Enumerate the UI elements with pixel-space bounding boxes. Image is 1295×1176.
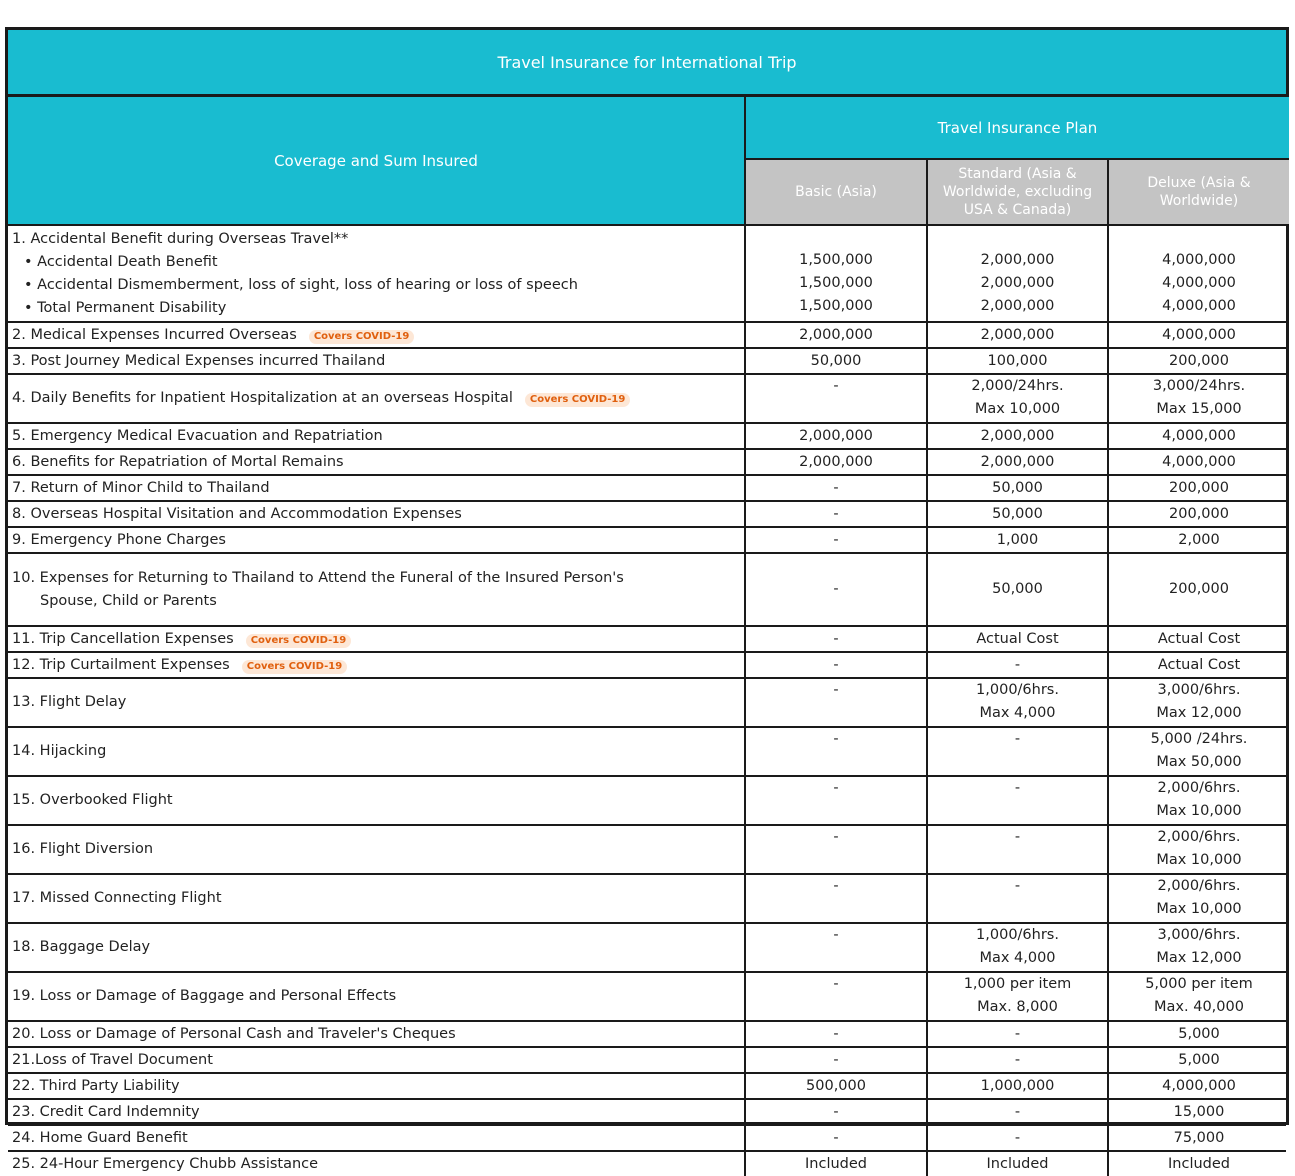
- value-line: 500,000: [806, 1077, 866, 1094]
- covid-badge: Covers COVID-19: [242, 660, 347, 674]
- table-row: [8, 554, 1286, 627]
- table-row: [8, 924, 1286, 973]
- coverage-cell: [8, 323, 746, 347]
- value-line: -: [833, 780, 839, 796]
- value-line: Max 12,000: [1156, 950, 1242, 966]
- coverage-cell: [8, 528, 746, 552]
- value-line: 5,000 /24hrs.: [1150, 731, 1248, 747]
- value-line: 75,000: [1173, 1129, 1225, 1146]
- deluxe-value: [1109, 424, 1289, 448]
- coverage-label: 9. Emergency Phone Charges: [12, 531, 226, 548]
- standard-value: [928, 679, 1109, 726]
- standard-value: [928, 973, 1109, 1020]
- coverage-cell: [8, 653, 746, 677]
- basic-value: [746, 349, 928, 373]
- deluxe-value: [1109, 875, 1289, 922]
- value-line: 2,000/6hrs.: [1157, 829, 1241, 845]
- value-line: Max 10,000: [1156, 901, 1242, 917]
- coverage-label: 7. Return of Minor Child to Thailand: [12, 479, 270, 496]
- coverage-label: 23. Credit Card Indemnity: [12, 1103, 200, 1120]
- value-line: -: [833, 829, 839, 845]
- deluxe-value: [1109, 973, 1289, 1020]
- value-line: 3,000/24hrs.: [1152, 378, 1246, 394]
- standard-value: [928, 1022, 1109, 1046]
- value-line: 2,000,000: [799, 453, 873, 470]
- deluxe-value: [1109, 826, 1289, 873]
- coverage-cell: [8, 679, 746, 726]
- deluxe-value: [1109, 528, 1289, 552]
- table-title: Travel Insurance for International Trip: [8, 30, 1286, 97]
- value-line: 4,000,000: [1162, 275, 1236, 291]
- standard-value: [928, 450, 1109, 474]
- value-line: 50,000: [992, 581, 1043, 597]
- standard-value: [928, 554, 1109, 625]
- value-line: 1,000 per item: [963, 976, 1072, 992]
- value-line: -: [1014, 1051, 1021, 1068]
- deluxe-value: [1109, 728, 1289, 775]
- standard-value: [928, 826, 1109, 873]
- coverage-cell: [8, 875, 746, 922]
- value-line: 2,000,000: [980, 252, 1055, 268]
- table-row: [8, 226, 1286, 323]
- table-row: [8, 476, 1286, 502]
- value-line: 2,000/6hrs.: [1157, 780, 1241, 796]
- standard-value: [928, 1152, 1109, 1176]
- coverage-cell: [8, 924, 746, 971]
- deluxe-value: [1109, 653, 1289, 677]
- basic-value: [746, 627, 928, 651]
- table-row: [8, 973, 1286, 1022]
- column-deluxe: Deluxe (Asia & Worldwide): [1109, 160, 1289, 224]
- value-line: -: [833, 581, 839, 597]
- coverage-header: Coverage and Sum Insured: [8, 97, 746, 224]
- value-line: 15,000: [1173, 1103, 1225, 1120]
- table-row: [8, 1152, 1286, 1176]
- standard-value: [928, 424, 1109, 448]
- value-line: -: [833, 1129, 839, 1146]
- value-line: 4,000,000: [1162, 427, 1236, 444]
- basic-value: [746, 1048, 928, 1072]
- coverage-label: 4. Daily Benefits for Inpatient Hospitalization at an overseas Hospital: [12, 390, 513, 406]
- deluxe-value: [1109, 502, 1289, 526]
- table-row: [8, 323, 1286, 349]
- basic-value: [746, 226, 928, 321]
- coverage-label: 22. Third Party Liability: [12, 1077, 180, 1094]
- value-line: 1,000: [996, 531, 1039, 548]
- standard-value: [928, 627, 1109, 651]
- value-line: Max. 40,000: [1154, 999, 1244, 1015]
- value-line: 2,000,000: [980, 453, 1055, 470]
- value-line: -: [833, 505, 839, 522]
- table-row: [8, 424, 1286, 450]
- deluxe-value: [1109, 679, 1289, 726]
- value-line: Max 4,000: [979, 950, 1056, 966]
- value-line: 100,000: [987, 352, 1048, 369]
- deluxe-value: [1109, 554, 1289, 625]
- standard-value: [928, 349, 1109, 373]
- table-row: [8, 1100, 1286, 1126]
- coverage-cell: [8, 375, 746, 422]
- value-line: -: [1014, 1025, 1021, 1042]
- coverage-sub-label: • Accidental Death Benefit: [24, 253, 218, 270]
- coverage-label: 25. 24-Hour Emergency Chubb Assistance: [12, 1155, 319, 1172]
- value-line: 4,000,000: [1162, 326, 1236, 343]
- standard-value: [928, 1074, 1109, 1098]
- deluxe-value: [1109, 1100, 1289, 1124]
- table-row: [8, 502, 1286, 528]
- deluxe-value: [1109, 375, 1289, 422]
- table-row: [8, 528, 1286, 554]
- coverage-cell: [8, 1152, 746, 1176]
- value-line: 1,500,000: [799, 298, 873, 314]
- coverage-label: 14. Hijacking: [12, 743, 107, 759]
- standard-value: [928, 528, 1109, 552]
- deluxe-value: [1109, 226, 1289, 321]
- value-line: 50,000: [992, 505, 1043, 522]
- coverage-label: 20. Loss or Damage of Personal Cash and Traveler's Cheques: [12, 1025, 456, 1042]
- table-row: [8, 653, 1286, 679]
- coverage-label: 8. Overseas Hospital Visitation and Accommodation Expenses: [12, 505, 462, 522]
- value-line: -: [833, 976, 839, 992]
- deluxe-value: [1109, 1022, 1289, 1046]
- coverage-label: 15. Overbooked Flight: [12, 792, 173, 808]
- covid-badge: Covers COVID-19: [309, 330, 414, 344]
- value-line: Max 50,000: [1156, 754, 1242, 770]
- value-line: -: [833, 378, 839, 394]
- value-line: 50,000: [810, 352, 862, 369]
- basic-value: [746, 1126, 928, 1150]
- value-line: 4,000,000: [1162, 252, 1236, 268]
- value-line: -: [833, 731, 839, 747]
- standard-value: [928, 875, 1109, 922]
- value-line: 1,500,000: [799, 275, 873, 291]
- deluxe-value: [1109, 1048, 1289, 1072]
- covid-badge: Covers COVID-19: [246, 634, 351, 648]
- value-line: -: [833, 878, 839, 894]
- basic-value: [746, 653, 928, 677]
- value-line: Actual Cost: [976, 630, 1059, 647]
- standard-value: [928, 1100, 1109, 1124]
- basic-value: [746, 528, 928, 552]
- value-line: 5,000: [1178, 1051, 1220, 1068]
- coverage-cell: [8, 826, 746, 873]
- value-line: Max 10,000: [1156, 852, 1242, 868]
- table-row: [8, 1074, 1286, 1100]
- standard-value: [928, 1126, 1109, 1150]
- value-line: 4,000,000: [1162, 1077, 1236, 1094]
- value-line: 2,000,000: [799, 427, 873, 444]
- coverage-label: 11. Trip Cancellation Expenses: [12, 630, 234, 647]
- basic-value: [746, 375, 928, 422]
- coverage-label: 5. Emergency Medical Evacuation and Repatriation: [12, 427, 383, 444]
- value-line: 200,000: [1169, 581, 1229, 597]
- coverage-label: 10. Expenses for Returning to Thailand to Attend the Funeral of the Insured Person's: [12, 569, 624, 586]
- basic-value: [746, 1074, 928, 1098]
- coverage-cell: [8, 226, 746, 321]
- table-row: [8, 349, 1286, 375]
- basic-value: [746, 973, 928, 1020]
- coverage-label: 19. Loss or Damage of Baggage and Personal Effects: [12, 988, 397, 1004]
- standard-value: [928, 502, 1109, 526]
- coverage-sub-label: • Accidental Dismemberment, loss of sight, loss of hearing or loss of speech: [24, 276, 578, 293]
- value-line: -: [833, 630, 839, 647]
- coverage-cell: [8, 450, 746, 474]
- standard-value: [928, 226, 1109, 321]
- value-line: -: [1014, 780, 1021, 796]
- column-basic: Basic (Asia): [746, 160, 928, 224]
- value-line: 4,000,000: [1162, 298, 1236, 314]
- value-line: Max 4,000: [979, 705, 1056, 721]
- value-line: 2,000: [1178, 531, 1220, 548]
- coverage-label: 18. Baggage Delay: [12, 939, 151, 955]
- value-line: 2,000,000: [980, 326, 1055, 343]
- table-row: [8, 777, 1286, 826]
- value-line: 1,000/6hrs.: [976, 927, 1059, 943]
- deluxe-value: [1109, 1074, 1289, 1098]
- coverage-cell: [8, 349, 746, 373]
- table-body: [8, 226, 1286, 1176]
- coverage-label: 2. Medical Expenses Incurred Overseas: [12, 326, 297, 343]
- standard-value: [928, 375, 1109, 422]
- deluxe-value: [1109, 627, 1289, 651]
- standard-value: [928, 476, 1109, 500]
- coverage-cell: [8, 728, 746, 775]
- value-line: Included: [986, 1155, 1049, 1172]
- basic-value: [746, 777, 928, 824]
- value-line: Max 15,000: [1156, 401, 1242, 417]
- value-line: 2,000,000: [980, 427, 1055, 444]
- value-line: Included: [805, 1155, 867, 1172]
- coverage-label: 12. Trip Curtailment Expenses: [12, 656, 230, 673]
- coverage-cell: [8, 554, 746, 625]
- coverage-cell: [8, 777, 746, 824]
- basic-value: [746, 450, 928, 474]
- coverage-label: 3. Post Journey Medical Expenses incurred Thailand: [12, 352, 386, 369]
- deluxe-value: [1109, 1126, 1289, 1150]
- value-line: -: [833, 479, 839, 496]
- value-line: Max 10,000: [1156, 803, 1242, 819]
- basic-value: [746, 826, 928, 873]
- deluxe-value: [1109, 450, 1289, 474]
- value-line: 3,000/6hrs.: [1157, 682, 1241, 698]
- basic-value: [746, 679, 928, 726]
- coverage-label: 6. Benefits for Repatriation of Mortal Remains: [12, 453, 344, 470]
- table-row: [8, 1048, 1286, 1074]
- table-header: [8, 97, 1286, 226]
- table-row: [8, 1126, 1286, 1152]
- value-line: -: [833, 656, 839, 673]
- basic-value: [746, 1152, 928, 1176]
- coverage-cell: [8, 1074, 746, 1098]
- value-line: Actual Cost: [1157, 630, 1241, 647]
- coverage-label: 24. Home Guard Benefit: [12, 1129, 188, 1146]
- deluxe-value: [1109, 476, 1289, 500]
- covid-badge: Covers COVID-19: [525, 393, 630, 407]
- plan-header: Travel Insurance Plan: [746, 97, 1289, 160]
- table-row: [8, 826, 1286, 875]
- coverage-cell: [8, 627, 746, 651]
- coverage-label-line2: Spouse, Child or Parents: [40, 592, 217, 609]
- standard-value: [928, 323, 1109, 347]
- value-line: Actual Cost: [1157, 656, 1241, 673]
- basic-value: [746, 424, 928, 448]
- basic-value: [746, 924, 928, 971]
- value-line: -: [1014, 878, 1021, 894]
- value-line: 2,000,000: [980, 298, 1055, 314]
- deluxe-value: [1109, 349, 1289, 373]
- value-line: 1,000/6hrs.: [976, 682, 1059, 698]
- value-line: Max. 8,000: [977, 999, 1058, 1015]
- value-line: -: [1014, 1103, 1021, 1120]
- value-line: -: [833, 682, 839, 698]
- value-line: -: [833, 1103, 839, 1120]
- value-line: 2,000,000: [980, 275, 1055, 291]
- coverage-label: 1. Accidental Benefit during Overseas Travel**: [12, 230, 349, 247]
- coverage-cell: [8, 476, 746, 500]
- value-line: -: [1014, 656, 1021, 673]
- value-line: -: [1014, 1129, 1021, 1146]
- standard-value: [928, 653, 1109, 677]
- value-line: 1,500,000: [799, 252, 873, 268]
- basic-value: [746, 323, 928, 347]
- coverage-cell: [8, 1100, 746, 1124]
- basic-value: [746, 476, 928, 500]
- deluxe-value: [1109, 777, 1289, 824]
- deluxe-value: [1109, 1152, 1289, 1176]
- value-line: -: [833, 927, 839, 943]
- basic-value: [746, 554, 928, 625]
- basic-value: [746, 875, 928, 922]
- value-line: 50,000: [992, 479, 1043, 496]
- value-line: 5,000 per item: [1145, 976, 1253, 992]
- coverage-cell: [8, 502, 746, 526]
- coverage-cell: [8, 424, 746, 448]
- coverage-cell: [8, 973, 746, 1020]
- coverage-label: 16. Flight Diversion: [12, 841, 154, 857]
- basic-value: [746, 502, 928, 526]
- table-row: [8, 1022, 1286, 1048]
- table-row: [8, 728, 1286, 777]
- value-line: 2,000/6hrs.: [1157, 878, 1241, 894]
- coverage-sub-label: • Total Permanent Disability: [24, 299, 227, 316]
- standard-value: [928, 1048, 1109, 1072]
- table-row: [8, 627, 1286, 653]
- table-row: [8, 679, 1286, 728]
- value-line: 3,000/6hrs.: [1157, 927, 1241, 943]
- coverage-cell: [8, 1126, 746, 1150]
- value-line: Max 10,000: [974, 401, 1061, 417]
- insurance-table: [5, 27, 1289, 1172]
- table-row: [8, 375, 1286, 424]
- value-line: -: [833, 531, 839, 548]
- value-line: 2,000,000: [799, 326, 873, 343]
- value-line: 200,000: [1169, 505, 1229, 522]
- coverage-label: 13. Flight Delay: [12, 694, 127, 710]
- table-row: [8, 875, 1286, 924]
- value-line: Included: [1168, 1155, 1230, 1172]
- table-row: [8, 450, 1286, 476]
- coverage-label: 21.Loss of Travel Document: [12, 1051, 213, 1068]
- basic-value: [746, 1100, 928, 1124]
- basic-value: [746, 728, 928, 775]
- coverage-label: 17. Missed Connecting Flight: [12, 890, 222, 906]
- deluxe-value: [1109, 323, 1289, 347]
- value-line: 200,000: [1169, 352, 1229, 369]
- coverage-cell: [8, 1022, 746, 1046]
- basic-value: [746, 1022, 928, 1046]
- coverage-cell: [8, 1048, 746, 1072]
- standard-value: [928, 728, 1109, 775]
- standard-value: [928, 777, 1109, 824]
- value-line: 200,000: [1169, 479, 1229, 496]
- standard-value: [928, 924, 1109, 971]
- value-line: 4,000,000: [1162, 453, 1236, 470]
- value-line: Max 12,000: [1156, 705, 1242, 721]
- value-line: -: [1014, 731, 1021, 747]
- value-line: 5,000: [1178, 1025, 1220, 1042]
- column-standard: Standard (Asia & Worldwide, excluding USA & Canada): [928, 160, 1109, 224]
- value-line: -: [833, 1051, 839, 1068]
- value-line: 2,000/24hrs.: [971, 378, 1064, 394]
- deluxe-value: [1109, 924, 1289, 971]
- value-line: -: [833, 1025, 839, 1042]
- value-line: -: [1014, 829, 1021, 845]
- value-line: 1,000,000: [980, 1077, 1055, 1094]
